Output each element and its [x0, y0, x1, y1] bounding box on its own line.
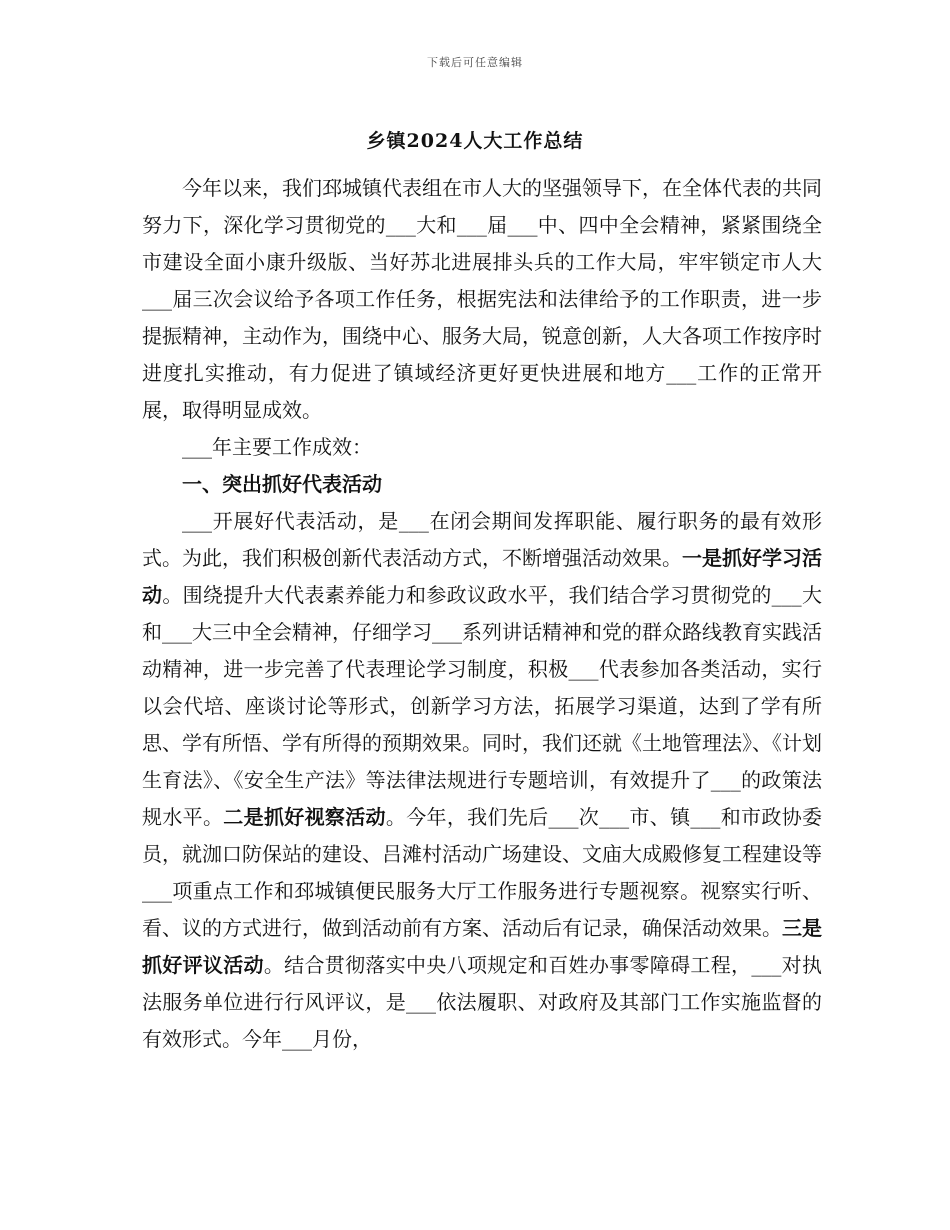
item3-label: 三是抓好评议活动	[142, 916, 822, 977]
item1-text: 。围绕提升大代表素养能力和参政议政水平，我们结合学习贯彻党的___大和___大三中全会精神，仔细学习___系列讲话精神和党的群众路线教育实践活动精神，进一步完善了代表理论学习制度，积极___代表参加各类活动，实行以会代培、座谈讨论等形式，创新学习方法，拓展学习渠道，达到了学有所思、学有所悟、学有所得的预期效果。同时，我们还就《土地管理法》、《计划生育法》、《安全生产法》等法律法规进行专题培训，有效提升了___的政策法规水平。	[142, 583, 822, 829]
section-heading-1: 一、突出抓好代表活动	[182, 472, 382, 496]
header-note: 下载后可任意编辑	[427, 56, 523, 69]
item2-text: 。今年，我们先后___次___市、镇___和市政协委员，就泇口防保站的建设、吕滩村活动广场建设、文庙大成殿修复工程建设等___项重点工作和邳城镇便民服务大厅工作服务进行专题视察。视察实行听、看、议的方式进行，做到活动前有方案、活动后有记录，确保活动效果。	[142, 805, 823, 940]
document-title: 乡镇2024人大工作总结	[366, 130, 584, 152]
section1-paragraph	[142, 503, 822, 1058]
intro-paragraph: 今年以来，我们邳城镇代表组在市人大的坚强领导下，在全体代表的共同努力下，深化学习贯彻党的___大和___届___中、四中全会精神，紧紧围绕全市建设全面小康升级版、当好苏北进展排头兵的工作大局，牢牢锁定市人大___届三次会议给予各项工作任务，根据宪法和法律给予的工作职责，进一步提振精神，主动作为，围绕中心、服务大局，锐意创新，人大各项工作按序时进度扎实推动，有力促进了镇域经济更好更快进展和地方___工作的正常开展，取得明显成效。	[142, 176, 822, 422]
item3-text: 。结合贯彻落实中央八项规定和百姓办事零障碍工程，___对执法服务单位进行行风评议，是___依法履职、对政府及其部门工作实施监督的有效形式。今年___月份，	[142, 953, 822, 1051]
section1-intro-text: ___开展好代表活动，是___在闭会期间发挥职能、履行职务的最有效形式。为此，我们积极创新代表活动方式，不断增强活动效果。	[142, 509, 822, 570]
item2-label: 二是抓好视察活动	[223, 805, 386, 829]
document-body	[142, 170, 822, 1058]
item1-label: 一是抓好学习活动	[142, 546, 822, 607]
results-line: ___年主要工作成效：	[182, 435, 372, 459]
